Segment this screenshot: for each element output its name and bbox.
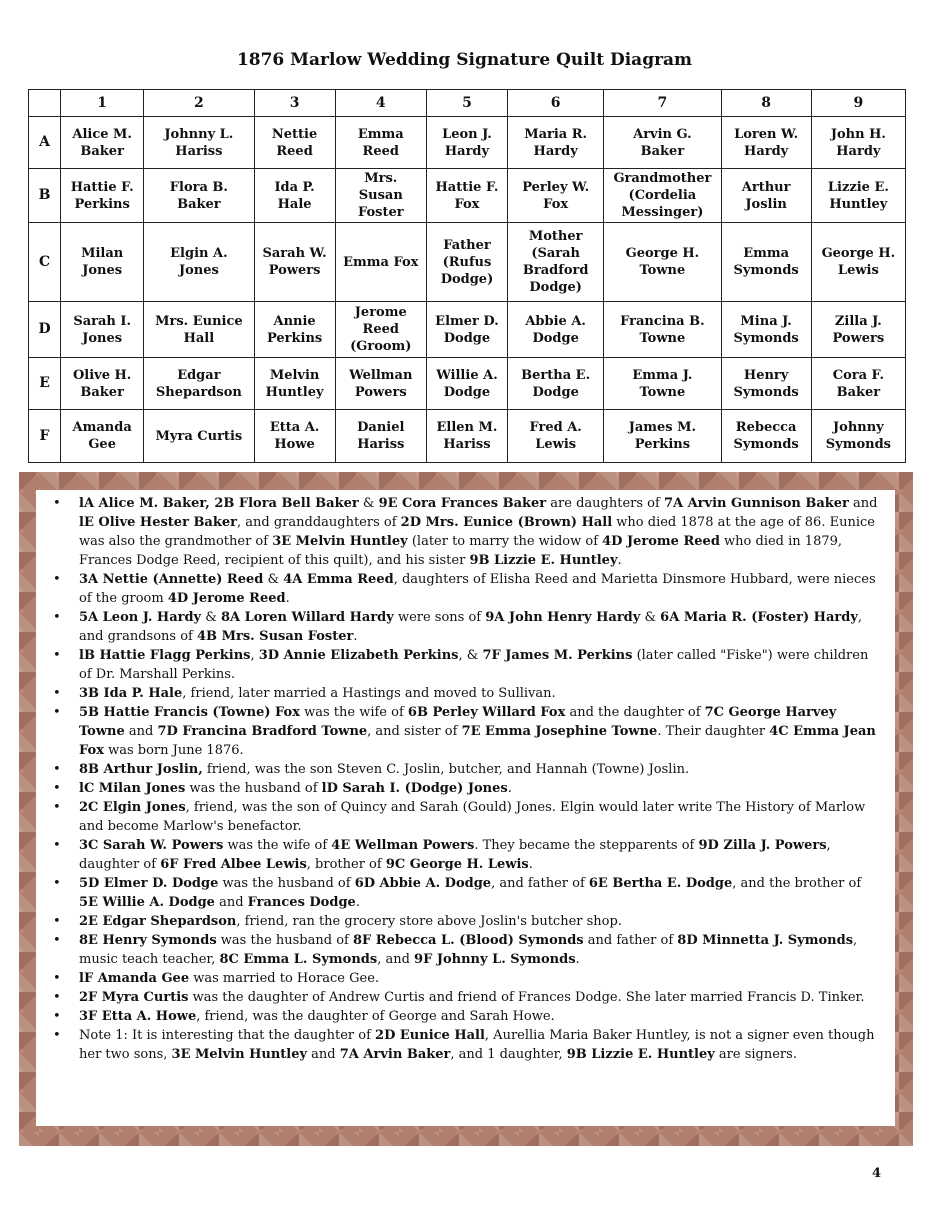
note-item (53, 836, 879, 874)
note-text: . (617, 553, 622, 568)
note-item (53, 760, 879, 779)
note-name-highlight: 4D Jerome Reed (167, 591, 286, 606)
table-row (29, 410, 906, 463)
quilt-signer-cell: Mrs. Eunice Hall (144, 302, 254, 358)
note-item (53, 570, 879, 608)
note-text: , and father of (491, 876, 589, 891)
quilt-signer-cell: Perley W. Fox (508, 169, 604, 223)
table-row (29, 302, 906, 358)
note-text: . (528, 857, 533, 872)
table-row (29, 169, 906, 223)
quilt-signer-cell: Bertha E. Dodge (508, 358, 604, 410)
note-text: are signers. (714, 1047, 797, 1062)
column-header: 9 (811, 90, 905, 117)
note-item (53, 1007, 879, 1026)
note-text: , and granddaughters of (237, 515, 401, 530)
note-text: was the husband of (218, 876, 355, 891)
column-header: 2 (144, 90, 254, 117)
quilt-signer-cell: Etta A. Howe (254, 410, 335, 463)
note-name-highlight: 5D Elmer D. Dodge (79, 876, 219, 891)
quilt-signer-cell: Father (Rufus Dodge) (426, 223, 507, 302)
quilt-signer-cell: Melvin Huntley (254, 358, 335, 410)
quilt-signer-cell: Olive H. Baker (61, 358, 144, 410)
note-text: was the daughter of Andrew Curtis and friend of Frances Dodge. She later married Francis D. Tinker. (188, 990, 865, 1005)
note-name-highlight: 7E Emma Josephine Towne (461, 724, 658, 739)
note-text: & (640, 610, 661, 625)
note-item (53, 703, 879, 760)
note-item (53, 608, 879, 646)
note-name-highlight: 2C Elgin Jones (79, 800, 186, 815)
column-header: 3 (254, 90, 335, 117)
bullet-icon: • (53, 914, 61, 929)
quilt-signer-cell: Flora B. Baker (144, 169, 254, 223)
quilt-signer-cell: Fred A. Lewis (508, 410, 604, 463)
note-text: Note 1: It is interesting that the daughter of (79, 1028, 376, 1043)
note-text: . (507, 781, 512, 796)
note-text: and (848, 496, 878, 511)
note-name-highlight: Frances Dodge (247, 895, 356, 910)
bullet-icon: • (53, 572, 61, 587)
bullet-icon: • (53, 686, 61, 701)
note-item (53, 969, 879, 988)
note-name-highlight: 3C Sarah W. Powers (79, 838, 224, 853)
quilt-signer-cell: Hattie F. Perkins (61, 169, 144, 223)
bullet-icon: • (53, 990, 61, 1005)
note-text: . (285, 591, 290, 606)
quilt-signer-cell: Leon J. Hardy (426, 117, 507, 169)
quilt-signer-cell: George H. Towne (604, 223, 721, 302)
quilt-signer-cell: Ellen M. Hariss (426, 410, 507, 463)
bullet-icon: • (53, 705, 61, 720)
quilt-signer-cell: Lizzie E. Huntley (811, 169, 905, 223)
note-name-highlight: lB Hattie Flagg Perkins (79, 648, 251, 663)
column-header: 8 (721, 90, 811, 117)
row-header: B (29, 169, 61, 223)
row-header: F (29, 410, 61, 463)
quilt-signer-cell: Zilla J. Powers (811, 302, 905, 358)
note-text: was married to Horace Gee. (189, 971, 380, 986)
note-name-highlight: 6F Fred Albee Lewis (160, 857, 307, 872)
quilt-signer-cell: Johnny Symonds (811, 410, 905, 463)
note-text: are daughters of (546, 496, 664, 511)
note-name-highlight: 9A John Henry Hardy (485, 610, 641, 625)
note-text: and (307, 1047, 340, 1062)
quilt-signer-cell: Mother (Sarah Bradford Dodge) (508, 223, 604, 302)
column-header: 1 (61, 90, 144, 117)
bullet-icon: • (53, 1009, 61, 1024)
note-name-highlight: 3E Melvin Huntley (272, 534, 408, 549)
note-name-highlight: 6A Maria R. (Foster) Hardy (660, 610, 858, 625)
table-row (29, 117, 906, 169)
note-text: , brother of (306, 857, 386, 872)
note-text: & (263, 572, 284, 587)
bullet-icon: • (53, 496, 61, 511)
quilt-signer-cell: Grandmother (Cordelia Messinger) (604, 169, 721, 223)
note-name-highlight: 5B Hattie Francis (Towne) Fox (79, 705, 300, 720)
quilt-signer-cell: Wellman Powers (335, 358, 426, 410)
note-text: . (575, 952, 580, 967)
note-name-highlight: 8A Loren Willard Hardy (220, 610, 394, 625)
note-name-highlight: 2E Edgar Shepardson (79, 914, 237, 929)
note-name-highlight: lE Olive Hester Baker (79, 515, 237, 530)
note-name-highlight: 8F Rebecca L. (Blood) Symonds (352, 933, 584, 948)
quilt-signer-cell: Arthur Joslin (721, 169, 811, 223)
note-name-highlight: 2F Myra Curtis (79, 990, 189, 1005)
quilt-signer-cell: Hattie F. Fox (426, 169, 507, 223)
note-name-highlight: 8D Minnetta J. Symonds (677, 933, 854, 948)
note-name-highlight: 4A Emma Reed (283, 572, 394, 587)
quilt-signer-cell: Abbie A. Dodge (508, 302, 604, 358)
note-name-highlight: 9D Zilla J. Powers (698, 838, 827, 853)
bullet-icon: • (53, 876, 61, 891)
notes-panel (36, 490, 895, 1126)
note-item (53, 684, 879, 703)
note-name-highlight: 8B Arthur Joslin, (79, 762, 203, 777)
quilt-signer-cell: Johnny L. Hariss (144, 117, 254, 169)
note-item (53, 874, 879, 912)
note-name-highlight: 3D Annie Elizabeth Perkins (258, 648, 459, 663)
note-text: , and 1 daughter, (450, 1047, 567, 1062)
quilt-signer-cell: Nettie Reed (254, 117, 335, 169)
bullet-icon: • (53, 610, 61, 625)
table-row (29, 223, 906, 302)
note-text: & (358, 496, 379, 511)
quilt-signer-cell: Cora F. Baker (811, 358, 905, 410)
quilt-signer-cell: Maria R. Hardy (508, 117, 604, 169)
quilt-signer-cell: Emma Fox (335, 223, 426, 302)
quilt-diagram-table (28, 89, 906, 463)
quilt-signer-cell: Sarah W. Powers (254, 223, 335, 302)
page-number: 4 (872, 1166, 882, 1181)
note-name-highlight: 4E Wellman Powers (331, 838, 475, 853)
note-name-highlight: 6E Bertha E. Dodge (588, 876, 733, 891)
note-text: who died in 1879, Frances Dodge Reed, recipient of this quilt), and his sister (79, 534, 843, 568)
row-header: E (29, 358, 61, 410)
column-header: 6 (508, 90, 604, 117)
quilt-signer-cell: Henry Symonds (721, 358, 811, 410)
note-text: , friend, later married a Hastings and moved to Sullivan. (182, 686, 556, 701)
bullet-icon: • (53, 762, 61, 777)
note-text: was the wife of (223, 838, 332, 853)
note-text: was born June 1876. (103, 743, 244, 758)
note-text: , daughters of Elisha Reed and Marietta Dinsmore Hubbard, were nieces of the groom (79, 572, 876, 606)
quilt-signer-cell: Emma Reed (335, 117, 426, 169)
quilt-signer-cell: Sarah I. Jones (61, 302, 144, 358)
quilt-signer-cell: Amanda Gee (61, 410, 144, 463)
quilt-signer-cell: Emma Symonds (721, 223, 811, 302)
note-name-highlight: lA Alice M. Baker, 2B Flora Bell Baker (79, 496, 359, 511)
quilt-signer-cell: Emma J. Towne (604, 358, 721, 410)
note-name-highlight: 3E Melvin Huntley (171, 1047, 308, 1062)
note-name-highlight: 9B Lizzie E. Huntley (469, 553, 618, 568)
quilt-signer-cell: Francina B. Towne (604, 302, 721, 358)
row-header: D (29, 302, 61, 358)
quilt-signer-cell: John H. Hardy (811, 117, 905, 169)
quilt-signer-cell: James M. Perkins (604, 410, 721, 463)
note-name-highlight: 7C George Harvey Towne (79, 705, 837, 739)
note-text: was the wife of (299, 705, 408, 720)
quilt-signer-cell: Elgin A. Jones (144, 223, 254, 302)
quilt-signer-cell: Mina J. Symonds (721, 302, 811, 358)
note-item (53, 494, 879, 570)
note-text: , friend, was the son of Quincy and Sarah (Gould) Jones. Elgin would later write The History of Marlow and become Marlow's benefactor. (79, 800, 866, 834)
note-text: , music teach teacher, (79, 933, 858, 967)
quilt-signer-cell: Edgar Shepardson (144, 358, 254, 410)
column-header: 5 (426, 90, 507, 117)
note-text: & (201, 610, 221, 625)
note-text: were sons of (393, 610, 486, 625)
bullet-icon: • (53, 1028, 61, 1043)
note-item (53, 1026, 879, 1064)
note-name-highlight: 5A Leon J. Hardy (79, 610, 202, 625)
note-text: , Aurellia Maria Baker Huntley, is not a signer even though her two sons, (79, 1028, 875, 1062)
note-name-highlight: 6B Perley Willard Fox (407, 705, 566, 720)
note-text: (later to marry the widow of (407, 534, 603, 549)
note-text: , and the brother of (732, 876, 862, 891)
note-name-highlight: 7D Francina Bradford Towne (157, 724, 368, 739)
note-name-highlight: 9B Lizzie E. Huntley (566, 1047, 715, 1062)
note-item (53, 646, 879, 684)
quilt-signer-cell: Jerome Reed (Groom) (335, 302, 426, 358)
note-name-highlight: 9F Johnny L. Symonds (414, 952, 576, 967)
quilt-signer-cell: Willie A. Dodge (426, 358, 507, 410)
note-name-highlight: 3F Etta A. Howe (79, 1009, 197, 1024)
note-name-highlight: 8E Henry Symonds (79, 933, 217, 948)
bullet-icon: • (53, 933, 61, 948)
note-text: who died 1878 at the age of 86. Eunice was also the grandmother of (79, 515, 875, 549)
quilt-signer-cell: Loren W. Hardy (721, 117, 811, 169)
note-text: , friend, was the daughter of George and Sarah Howe. (196, 1009, 555, 1024)
quilt-signer-cell: Rebecca Symonds (721, 410, 811, 463)
note-text: . (355, 895, 360, 910)
note-text: , friend, ran the grocery store above Joslin's butcher shop. (236, 914, 622, 929)
bullet-icon: • (53, 648, 61, 663)
note-name-highlight: 3A Nettie (Annette) Reed (79, 572, 264, 587)
bullet-icon: • (53, 971, 61, 986)
note-name-highlight: lC Milan Jones (79, 781, 186, 796)
quilt-signer-cell: Ida P. Hale (254, 169, 335, 223)
note-name-highlight: 2D Eunice Hall (375, 1028, 485, 1043)
note-text: , and (377, 952, 415, 967)
table-row (29, 358, 906, 410)
note-text: , and grandsons of (79, 610, 863, 644)
note-text: . (353, 629, 358, 644)
page-title: 1876 Marlow Wedding Signature Quilt Diagram (236, 50, 693, 70)
note-name-highlight: 7A Arvin Baker (339, 1047, 451, 1062)
note-item (53, 798, 879, 836)
note-name-highlight: lF Amanda Gee (79, 971, 190, 986)
note-name-highlight: 7A Arvin Gunnison Baker (663, 496, 849, 511)
note-text: , (250, 648, 259, 663)
note-text: (later called "Fiske") were children of Dr. Marshall Perkins. (79, 648, 869, 682)
note-text: and the daughter of (565, 705, 705, 720)
row-header: A (29, 117, 61, 169)
note-text: and father of (583, 933, 678, 948)
note-name-highlight: 5E Willie A. Dodge (79, 895, 215, 910)
note-item (53, 779, 879, 798)
quilt-signer-cell: Mrs. Susan Foster (335, 169, 426, 223)
quilt-signer-cell: Daniel Hariss (335, 410, 426, 463)
bullet-icon: • (53, 838, 61, 853)
quilt-signer-cell: Annie Perkins (254, 302, 335, 358)
note-text: . They became the stepparents of (474, 838, 699, 853)
bullet-icon: • (53, 800, 61, 815)
corner-cell (29, 90, 61, 117)
note-name-highlight: lD Sarah I. (Dodge) Jones (321, 781, 508, 796)
quilt-signer-cell: Elmer D. Dodge (426, 302, 507, 358)
note-name-highlight: 4C Emma Jean Fox (79, 724, 876, 758)
table-header-row (29, 90, 906, 117)
row-header: C (29, 223, 61, 302)
quilt-signer-cell: Arvin G. Baker (604, 117, 721, 169)
note-name-highlight: 7F James M. Perkins (482, 648, 633, 663)
note-name-highlight: 4D Jerome Reed (602, 534, 720, 549)
note-text: was the husband of (185, 781, 322, 796)
quilt-signer-cell: Myra Curtis (144, 410, 254, 463)
note-name-highlight: 8C Emma L. Symonds (219, 952, 378, 967)
note-text: , daughter of (79, 838, 831, 872)
note-text: , and sister of (367, 724, 462, 739)
note-name-highlight: 9C George H. Lewis (385, 857, 529, 872)
quilt-signer-cell: Milan Jones (61, 223, 144, 302)
note-name-highlight: 9E Cora Frances Baker (378, 496, 547, 511)
quilt-signer-cell: Alice M. Baker (61, 117, 144, 169)
note-item (53, 912, 879, 931)
column-header: 4 (335, 90, 426, 117)
quilt-signer-cell: George H. Lewis (811, 223, 905, 302)
note-text: . Their daughter (657, 724, 770, 739)
bullet-icon: • (53, 781, 61, 796)
notes-list (36, 490, 895, 1064)
note-item (53, 931, 879, 969)
note-text: and (214, 895, 248, 910)
note-item (53, 988, 879, 1007)
note-text: and (124, 724, 158, 739)
note-name-highlight: 4B Mrs. Susan Foster (197, 629, 354, 644)
note-text: , & (458, 648, 483, 663)
note-name-highlight: 6D Abbie A. Dodge (354, 876, 492, 891)
column-header: 7 (604, 90, 721, 117)
note-text: friend, was the son Steven C. Joslin, butcher, and Hannah (Towne) Joslin. (202, 762, 690, 777)
note-name-highlight: 2D Mrs. Eunice (Brown) Hall (400, 515, 613, 530)
note-name-highlight: 3B Ida P. Hale (79, 686, 183, 701)
note-text: was the husband of (216, 933, 353, 948)
